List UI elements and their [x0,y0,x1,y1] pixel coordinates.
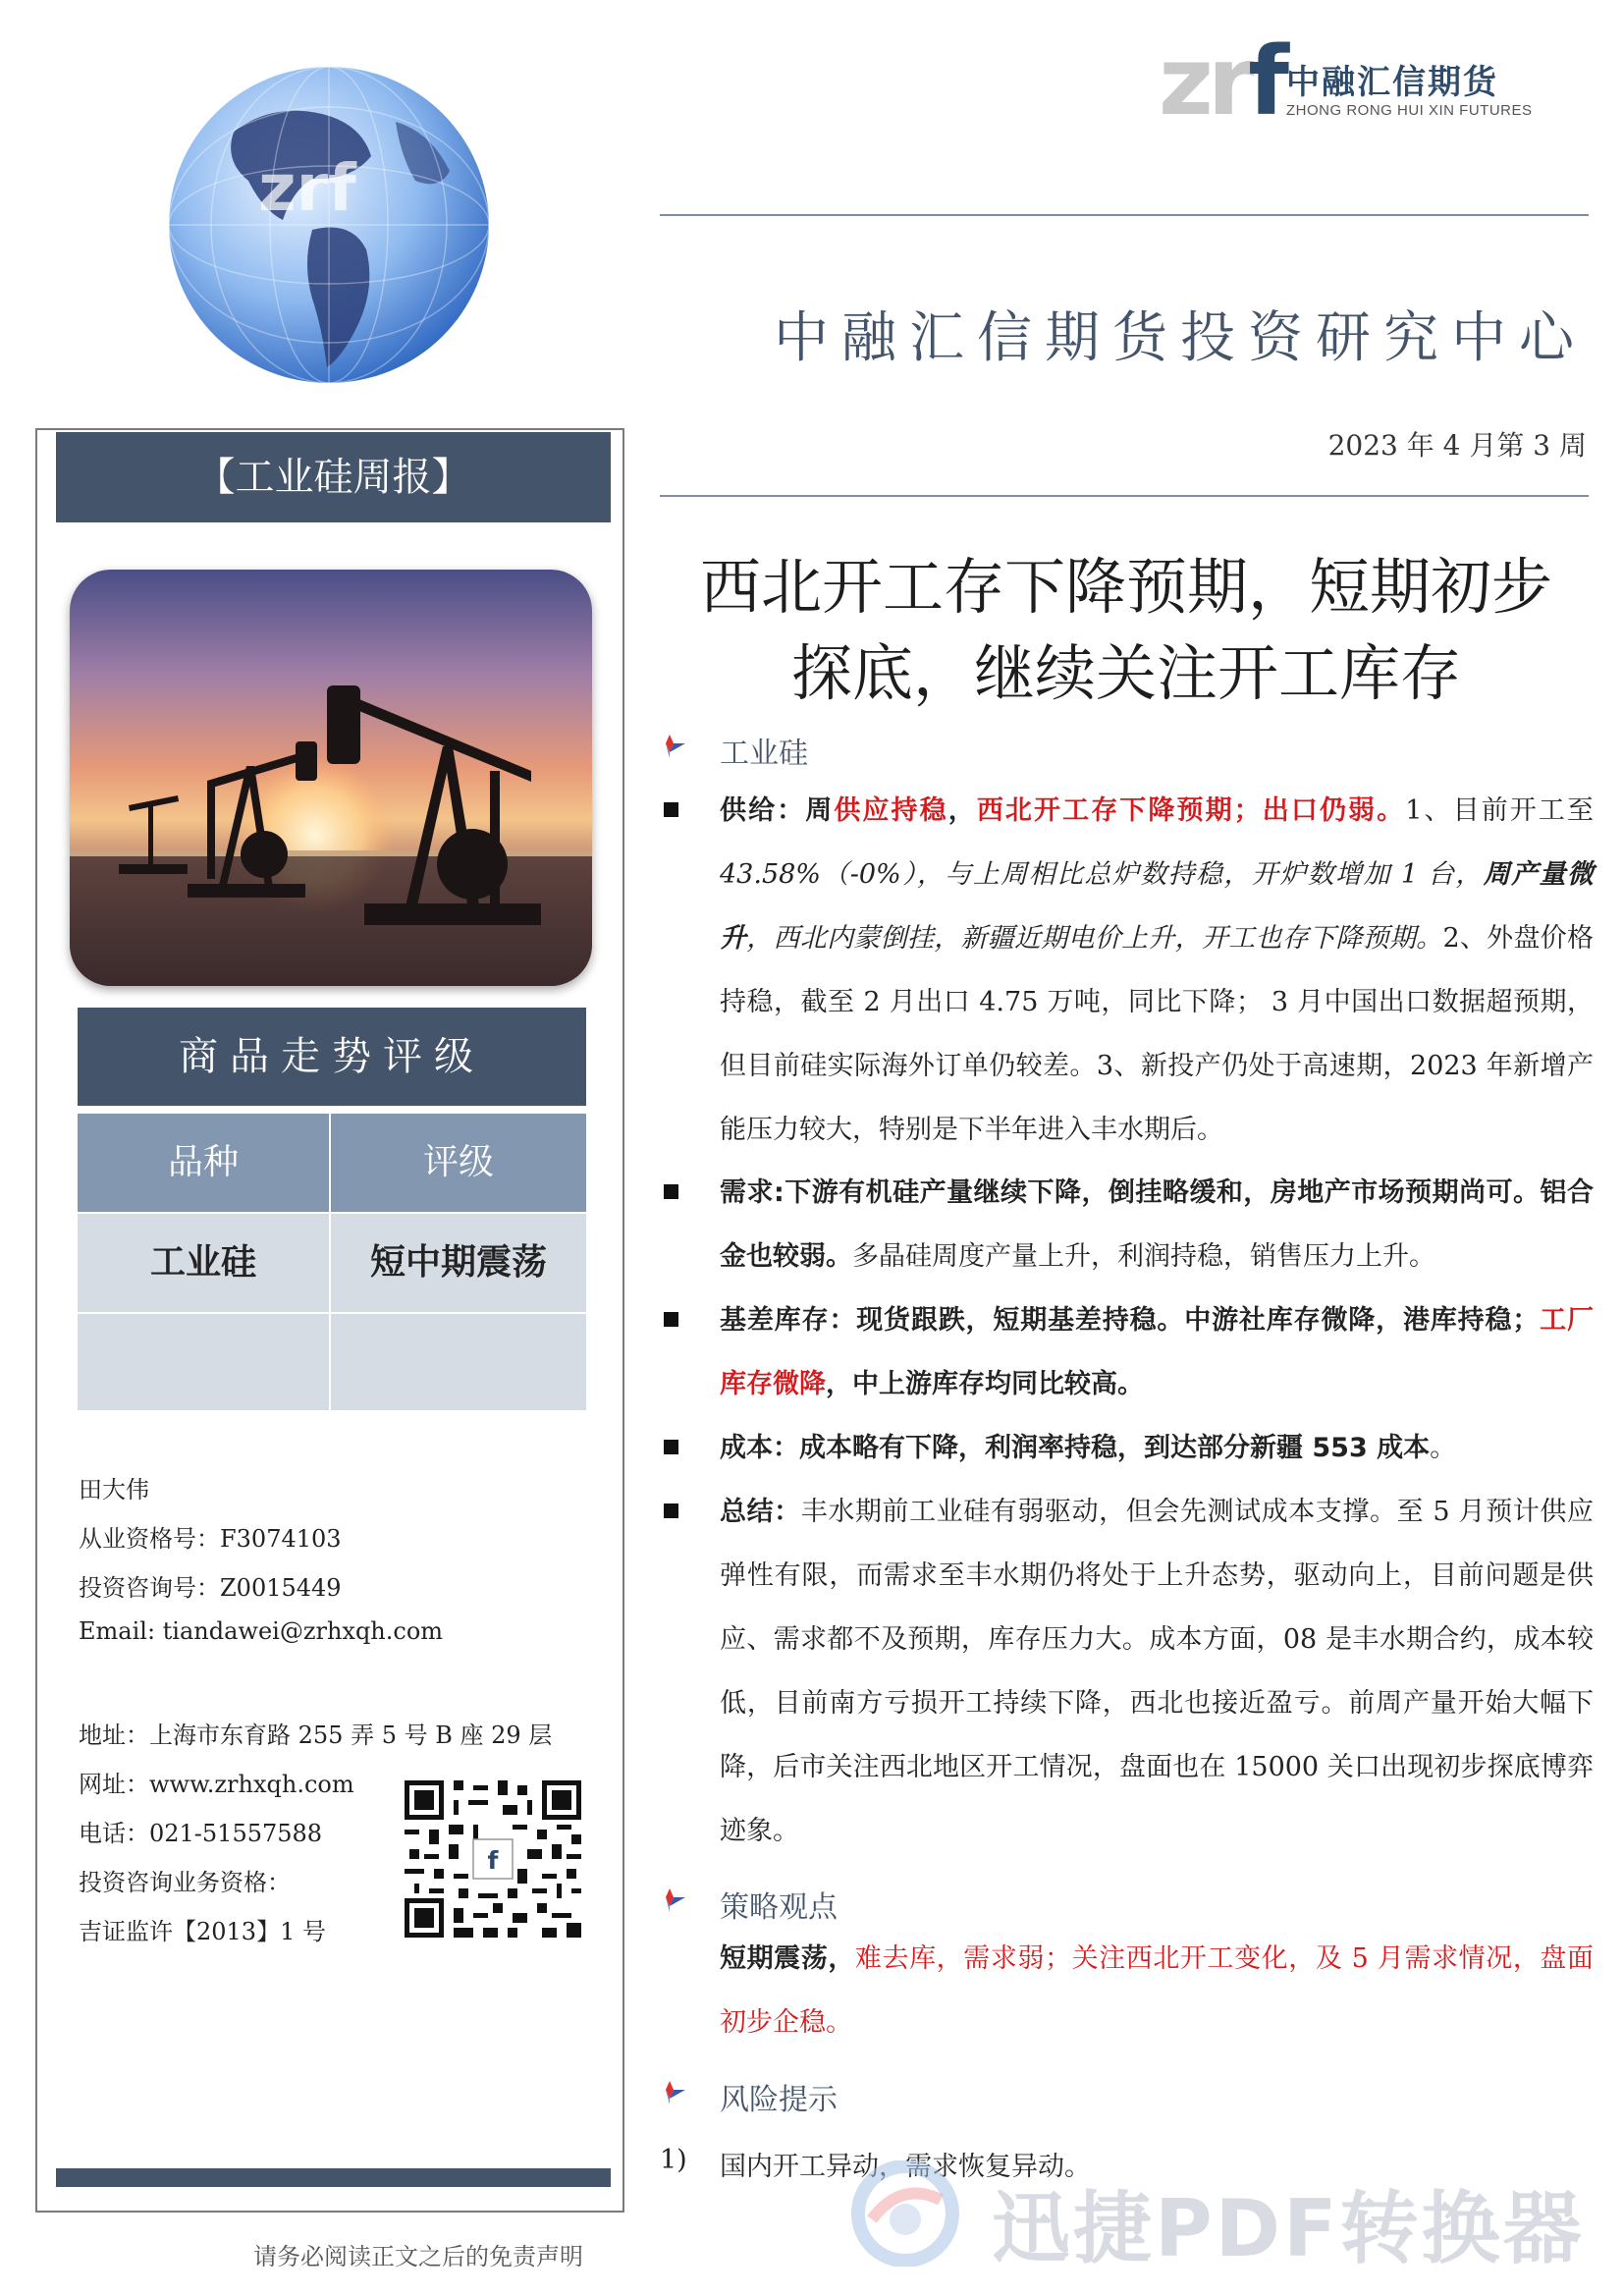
svg-text:zrf: zrf [258,150,356,226]
section-diamond-icon [660,1886,687,1914]
rating-table-cell-rating: 短中期震荡 [331,1214,586,1312]
bullet-square-icon [664,1440,678,1454]
header-rule-bottom [660,495,1589,497]
sidebar-footer-bar [56,2168,611,2187]
strategy-paragraph: 短期震荡，难去库，需求弱；关注西北开工变化，及 5 月需求情况，盘面初步企稳。 [720,1943,1595,2038]
risk-item-number: 1) [660,2145,687,2175]
section-title-strategy: 策略观点 [720,1890,838,1925]
qr-code-icon [405,1780,581,1938]
logo-english-name: ZHONG RONG HUI XIN FUTURES [1286,102,1533,119]
bullet-square-icon [664,1503,678,1518]
logo-chinese-name: 中融汇信期货 [1286,63,1498,102]
analyst-license: 从业资格号：F3074103 [79,1525,342,1553]
rating-table-empty-cell [78,1314,329,1410]
rating-table [78,1114,586,1410]
bullet-square-icon [664,1312,678,1327]
supply-paragraph: 供给：周供应持稳，西北开工存下降预期；出口仍弱。1、目前开工至43.58%（-0%），与上周相比总炉数持稳，开炉数增加 1 台，周产量微升，西北内蒙倒挂，新疆近期电价上升，开工也存下降预期。2、外盘价格持稳，截至 2 月出口 4.75 万吨，同比下降； 3 月中国出口数据超预期，但目前硅实际海外订单仍较差。3、新投产仍处于高速期，2023 年新增产能压力较大，特别是下半年进入丰水期后。 [720,795,1595,1145]
company-address: 地址：上海市东育路 255 弄 5 号 B 座 29 层 [79,1722,553,1749]
main-title-line-2: 探底，继续关注开工库存 [790,637,1461,709]
logo-mark: zrf [1159,27,1283,137]
qualification-permit: 吉证监许【2013】1 号 [79,1918,326,1945]
watermark-logo-icon [842,2160,968,2267]
analyst-consult-number: 投资咨询号：Z0015449 [79,1574,342,1602]
summary-paragraph: 总结：丰水期前工业硅有弱驱动，但会先测试成本支撑。至 5 月预计供应弹性有限，而需求至丰水期仍将处于上升态势，驱动向上，目前问题是供应、需求都不及预期，库存压力大。成本方面，08 是丰水期合约，成本较低，目前南方亏损开工持续下降，西北也接近盈亏。前周产量开始大幅下降，后市关注西北地区开工情况，盘面也在 15000 关口出现初步探底博弈迹象。 [720,1497,1594,1846]
report-type-banner: 【工业硅周报】 [56,432,611,522]
basis-inventory-paragraph: 基差库存：现货跟跌，短期基差持稳。中游社库存微降，港库持稳；工厂库存微降，中上游库存均同比较高。 [720,1305,1595,1399]
report-date: 2023 年 4 月第 3 周 [1327,429,1587,462]
bullet-square-icon [664,1184,678,1199]
company-website: 网址：www.zrhxqh.com [79,1771,354,1798]
oil-pump-silhouette-image [70,570,592,986]
rating-table-header-variety: 品种 [78,1114,329,1212]
section-diamond-icon [660,733,687,760]
watermark-text: 迅捷PDF转换器 [992,2183,1585,2274]
analyst-email: Email: tiandawei@zrhxqh.com [79,1617,444,1645]
rating-table-empty-cell [331,1314,586,1410]
svg-text:f: f [487,1846,499,1875]
section-diamond-icon [660,2079,687,2106]
rating-table-cell-variety: 工业硅 [78,1214,329,1312]
demand-paragraph: 需求:下游有机硅产量继续下降，倒挂略缓和，房地产市场预期尚可。铝合金也较弱。多晶硅周度产量上升，利润持稳，销售压力上升。 [720,1177,1594,1272]
analyst-name: 田大伟 [79,1476,149,1503]
risk-item-text: 国内开工异动，需求恢复异动。 [720,2152,1091,2182]
rating-table-header-rating: 评级 [331,1114,586,1212]
section-title-silicon: 工业硅 [720,737,808,771]
globe-logo-image [165,63,493,387]
globe-icon [165,63,493,387]
header-rule-top [660,214,1589,216]
qualification-label: 投资咨询业务资格： [79,1869,291,1896]
rating-section-title: 商品走势评级 [78,1008,586,1106]
cost-paragraph: 成本：成本略有下降，利润率持稳，到达部分新疆 553 成本。 [720,1433,1457,1463]
report-main-title [660,544,1593,717]
company-logo [1159,27,1533,137]
disclaimer-notice: 请务必阅读正文之后的免责声明 [253,2243,583,2270]
research-center-title: 中融汇信期货投资研究中心 [774,306,1587,370]
section-title-risk: 风险提示 [720,2083,838,2117]
main-title-line-1: 西北开工存下降预期，短期初步 [699,551,1552,623]
bullet-square-icon [664,802,678,817]
oil-pump-sunset-photo [70,570,592,986]
company-phone: 电话：021-51557588 [79,1820,323,1847]
